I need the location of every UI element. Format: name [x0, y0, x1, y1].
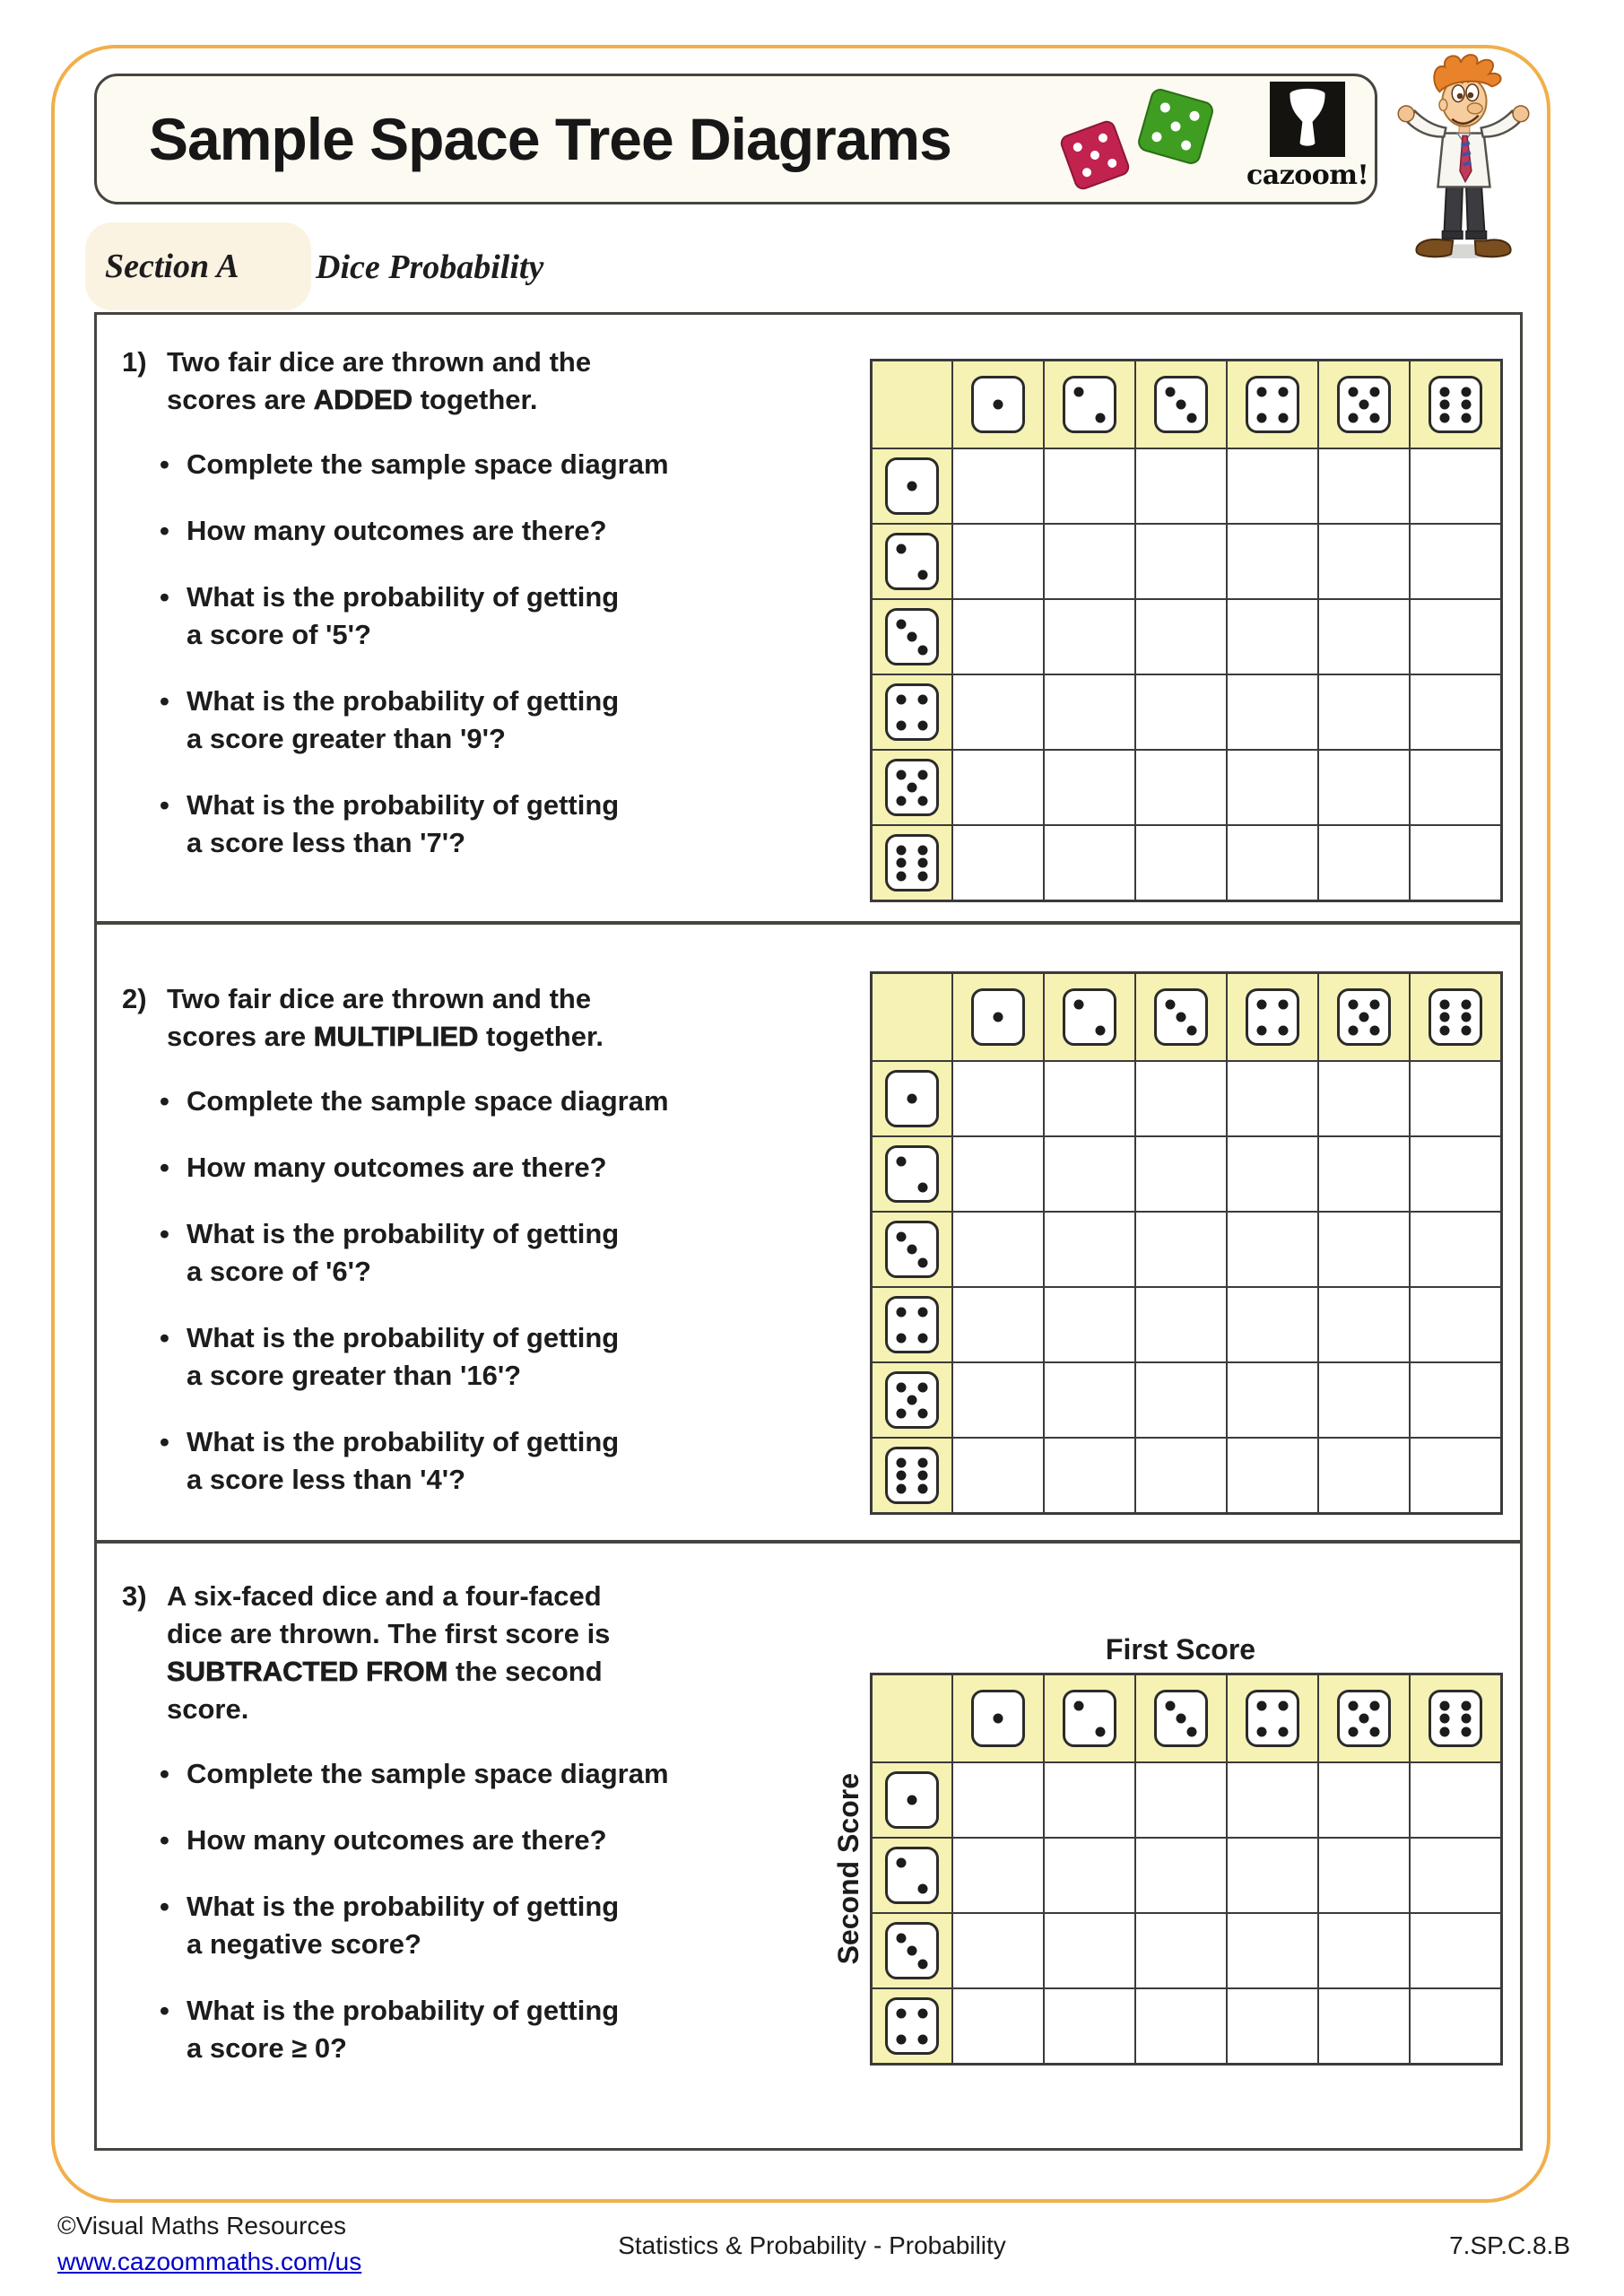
question-1-text — [122, 344, 714, 891]
row-header-die-4 — [872, 674, 953, 750]
footer-subject: Statistics & Probability - Probability — [618, 2231, 1006, 2259]
website-link[interactable]: www.cazoommaths.com/us — [57, 2248, 362, 2275]
row-header-die-6 — [872, 825, 953, 901]
answer-cell — [1318, 1762, 1410, 1838]
question-intro — [122, 344, 714, 419]
question-bullet: • How many outcomes are there? — [187, 1822, 675, 1859]
question-2-text — [122, 980, 714, 1527]
answer-cell — [1410, 1838, 1502, 1913]
column-header-die-2 — [1044, 973, 1135, 1062]
answer-cell — [1044, 448, 1135, 524]
question-3-text — [122, 1578, 714, 2096]
answer-cell — [1044, 1838, 1135, 1913]
answer-cell — [952, 1838, 1044, 1913]
die-face-3-icon — [885, 608, 939, 665]
answer-cell — [1318, 1212, 1410, 1287]
die-face-2-icon — [885, 1145, 939, 1203]
row-header-die-3 — [872, 1913, 953, 1988]
column-header-die-4 — [1227, 361, 1318, 449]
column-header-die-3 — [1135, 1674, 1227, 1763]
answer-cell — [952, 1287, 1044, 1362]
answer-cell — [1135, 599, 1227, 674]
answer-cell — [1135, 1212, 1227, 1287]
row-header-die-2 — [872, 1838, 953, 1913]
answer-cell — [1044, 1136, 1135, 1212]
question-intro — [122, 980, 714, 1056]
answer-cell — [1227, 1061, 1318, 1136]
die-face-2-icon — [885, 533, 939, 590]
answer-cell — [1318, 1438, 1410, 1514]
die-face-4-icon — [1246, 988, 1299, 1046]
answer-cell — [1227, 1838, 1318, 1913]
column-header-die-5 — [1318, 361, 1410, 449]
answer-cell — [1227, 750, 1318, 825]
answer-cell — [1410, 1988, 1502, 2065]
question-intro — [122, 1578, 714, 1728]
question-bullet: • How many outcomes are there? — [187, 512, 675, 550]
page-title: Sample Space Tree Diagrams — [149, 106, 951, 172]
die-face-3-icon — [885, 1221, 939, 1278]
answer-cell — [1410, 1913, 1502, 1988]
column-header-die-2 — [1044, 361, 1135, 449]
answer-cell — [1227, 1988, 1318, 2065]
answer-cell — [1410, 1438, 1502, 1514]
copyright-text: ©Visual Maths Resources — [57, 2212, 347, 2239]
question-bullet: • Complete the sample space diagram — [187, 1755, 675, 1793]
answer-cell — [1410, 825, 1502, 901]
answer-cell — [1227, 599, 1318, 674]
answer-cell — [1227, 1362, 1318, 1438]
answer-cell — [1044, 1438, 1135, 1514]
answer-cell — [952, 825, 1044, 901]
die-face-2-icon — [885, 1847, 939, 1904]
question-3 — [97, 1540, 1520, 2144]
sample-space-grid-3 — [827, 1633, 1503, 2066]
answer-cell — [1318, 524, 1410, 599]
question-bullet: • What is the probability of getting a score greater than '16'? — [187, 1319, 675, 1395]
answer-cell — [1318, 750, 1410, 825]
green-die-icon — [1137, 88, 1215, 166]
question-bullet: • What is the probability of getting a score less than '7'? — [187, 787, 675, 862]
answer-cell — [1318, 1061, 1410, 1136]
die-face-6-icon — [885, 834, 939, 891]
answer-cell — [1410, 1212, 1502, 1287]
die-face-5-icon — [885, 759, 939, 816]
answer-cell — [1044, 674, 1135, 750]
row-header-die-2 — [872, 1136, 953, 1212]
first-score-axis-label: First Score — [1105, 1633, 1256, 1665]
answer-cell — [1044, 524, 1135, 599]
row-header-die-4 — [872, 1988, 953, 2065]
question-bullet: • Complete the sample space diagram — [187, 446, 675, 483]
answer-cell — [952, 1061, 1044, 1136]
answer-cell — [1135, 1287, 1227, 1362]
answer-cell — [1410, 1136, 1502, 1212]
die-face-1-icon — [971, 376, 1025, 433]
column-header-die-6 — [1410, 1674, 1502, 1763]
answer-cell — [1044, 825, 1135, 901]
answer-cell — [1410, 524, 1502, 599]
die-face-2-icon — [1063, 988, 1116, 1046]
die-face-4-icon — [1246, 1690, 1299, 1747]
answer-cell — [1410, 750, 1502, 825]
column-header-die-4 — [1227, 1674, 1318, 1763]
answer-cell — [1135, 1988, 1227, 2065]
column-header-die-6 — [1410, 361, 1502, 449]
row-header-die-4 — [872, 1287, 953, 1362]
footer-standard-code: 7.SP.C.8.B — [1449, 2231, 1570, 2259]
answer-cell — [1410, 1362, 1502, 1438]
answer-cell — [1410, 448, 1502, 524]
answer-cell — [1318, 825, 1410, 901]
grid-corner-cell — [872, 973, 953, 1062]
row-header-die-5 — [872, 750, 953, 825]
sample-space-table — [870, 359, 1503, 902]
answer-cell — [952, 1438, 1044, 1514]
column-header-die-3 — [1135, 361, 1227, 449]
cazoom-logo-text: cazoom! — [1246, 160, 1369, 191]
section-label: Section A — [105, 248, 239, 285]
answer-cell — [1318, 448, 1410, 524]
answer-cell — [952, 1988, 1044, 2065]
die-face-4-icon — [885, 1296, 939, 1353]
column-header-die-1 — [952, 973, 1044, 1062]
answer-cell — [1227, 1136, 1318, 1212]
die-face-2-icon — [1063, 1690, 1116, 1747]
row-header-die-3 — [872, 599, 953, 674]
answer-cell — [1135, 1838, 1227, 1913]
row-header-die-1 — [872, 448, 953, 524]
red-die-icon — [1059, 119, 1130, 190]
column-header-die-3 — [1135, 973, 1227, 1062]
answer-cell — [1135, 825, 1227, 901]
answer-cell — [1044, 1287, 1135, 1362]
question-bullet: • What is the probability of getting a score greater than '9'? — [187, 683, 675, 758]
answer-cell — [1410, 1061, 1502, 1136]
answer-cell — [1135, 1061, 1227, 1136]
question-statement: Two fair dice are thrown and the scores are MULTIPLIED together. — [167, 983, 604, 1052]
answer-cell — [952, 1212, 1044, 1287]
dice-illustration — [1043, 76, 1231, 202]
question-number: 2) — [122, 983, 147, 1014]
answer-cell — [1044, 1362, 1135, 1438]
die-face-1-icon — [885, 1070, 939, 1127]
die-face-1-icon — [885, 457, 939, 515]
answer-cell — [952, 599, 1044, 674]
sample-space-table — [870, 971, 1503, 1515]
answer-cell — [1135, 1136, 1227, 1212]
row-header-die-6 — [872, 1438, 953, 1514]
section-topic: Dice Probability — [316, 248, 544, 286]
question-bullet: • What is the probability of getting a negative score? — [187, 1888, 675, 1963]
answer-cell — [1318, 1136, 1410, 1212]
second-score-axis-label: Second Score — [831, 1773, 864, 1965]
die-face-6-icon — [1429, 1690, 1482, 1747]
answer-cell — [1410, 599, 1502, 674]
cazoom-logo — [1246, 82, 1368, 191]
answer-cell — [952, 750, 1044, 825]
answer-cell — [1227, 674, 1318, 750]
question-statement: Two fair dice are thrown and the scores are ADDED together. — [167, 346, 592, 415]
die-face-5-icon — [1337, 1690, 1391, 1747]
sample-space-table — [870, 1673, 1503, 2066]
question-2 — [97, 921, 1520, 1540]
title-box — [94, 74, 1377, 204]
die-face-6-icon — [1429, 376, 1482, 433]
questions-panel — [94, 312, 1523, 2151]
column-header-die-1 — [952, 1674, 1044, 1763]
answer-cell — [1410, 1762, 1502, 1838]
answer-cell — [1318, 599, 1410, 674]
answer-cell — [952, 524, 1044, 599]
die-face-1-icon — [971, 988, 1025, 1046]
answer-cell — [1135, 1762, 1227, 1838]
question-bullet: • What is the probability of getting a score of '5'? — [187, 578, 675, 654]
answer-cell — [1318, 1913, 1410, 1988]
die-face-3-icon — [885, 1922, 939, 1979]
row-header-die-3 — [872, 1212, 953, 1287]
die-face-5-icon — [1337, 376, 1391, 433]
column-header-die-5 — [1318, 973, 1410, 1062]
answer-cell — [1227, 448, 1318, 524]
grid-corner-cell — [872, 361, 953, 449]
answer-cell — [1318, 674, 1410, 750]
answer-cell — [1227, 1438, 1318, 1514]
answer-cell — [1227, 1762, 1318, 1838]
grid-corner-cell — [872, 1674, 953, 1763]
answer-cell — [1135, 524, 1227, 599]
answer-cell — [1044, 599, 1135, 674]
question-bullet: • What is the probability of getting a score of '6'? — [187, 1215, 675, 1291]
answer-cell — [1135, 1438, 1227, 1514]
die-face-4-icon — [885, 683, 939, 741]
answer-cell — [1318, 1838, 1410, 1913]
answer-cell — [1227, 1913, 1318, 1988]
sample-space-grid-2 — [870, 971, 1503, 1515]
row-header-die-2 — [872, 524, 953, 599]
answer-cell — [1227, 1287, 1318, 1362]
column-header-die-6 — [1410, 973, 1502, 1062]
die-face-1-icon — [971, 1690, 1025, 1747]
row-header-die-5 — [872, 1362, 953, 1438]
answer-cell — [1044, 1988, 1135, 2065]
answer-cell — [1410, 674, 1502, 750]
cazoom-drum-icon — [1270, 82, 1345, 157]
section-label-chip — [85, 222, 311, 310]
mascot-character — [1388, 52, 1539, 264]
question-bullets — [160, 1083, 675, 1499]
sample-space-grid-1 — [870, 359, 1503, 902]
answer-cell — [1135, 1362, 1227, 1438]
answer-cell — [952, 674, 1044, 750]
answer-cell — [1227, 1212, 1318, 1287]
column-header-die-1 — [952, 361, 1044, 449]
question-bullet: • What is the probability of getting a score ≥ 0? — [187, 1992, 675, 2067]
answer-cell — [1135, 448, 1227, 524]
answer-cell — [952, 1762, 1044, 1838]
answer-cell — [1227, 825, 1318, 901]
column-header-die-2 — [1044, 1674, 1135, 1763]
answer-cell — [1044, 1212, 1135, 1287]
die-face-6-icon — [1429, 988, 1482, 1046]
die-face-3-icon — [1154, 1690, 1208, 1747]
die-face-2-icon — [1063, 376, 1116, 433]
answer-cell — [952, 1913, 1044, 1988]
die-face-3-icon — [1154, 988, 1208, 1046]
column-header-die-5 — [1318, 1674, 1410, 1763]
column-header-die-4 — [1227, 973, 1318, 1062]
answer-cell — [952, 448, 1044, 524]
die-face-5-icon — [885, 1371, 939, 1429]
question-bullet: • Complete the sample space diagram — [187, 1083, 675, 1120]
answer-cell — [952, 1362, 1044, 1438]
die-face-4-icon — [885, 1997, 939, 2055]
question-bullets — [160, 1755, 675, 2067]
die-face-3-icon — [1154, 376, 1208, 433]
answer-cell — [1135, 1913, 1227, 1988]
answer-cell — [1044, 1061, 1135, 1136]
answer-cell — [952, 1136, 1044, 1212]
die-face-5-icon — [1337, 988, 1391, 1046]
answer-cell — [1318, 1362, 1410, 1438]
die-face-6-icon — [885, 1447, 939, 1504]
die-face-1-icon — [885, 1771, 939, 1829]
answer-cell — [1135, 674, 1227, 750]
answer-cell — [1227, 524, 1318, 599]
die-face-4-icon — [1246, 376, 1299, 433]
question-bullet: • How many outcomes are there? — [187, 1149, 675, 1187]
question-bullet: • What is the probability of getting a score less than '4'? — [187, 1423, 675, 1499]
question-statement: A six-faced dice and a four-faced dice are thrown. The first score is SUBTRACTED FROM the second score. — [167, 1580, 611, 1725]
row-header-die-1 — [872, 1061, 953, 1136]
question-bullets — [160, 446, 675, 862]
question-number: 3) — [122, 1580, 147, 1612]
answer-cell — [1410, 1287, 1502, 1362]
answer-cell — [1044, 750, 1135, 825]
answer-cell — [1135, 750, 1227, 825]
answer-cell — [1318, 1287, 1410, 1362]
answer-cell — [1044, 1913, 1135, 1988]
answer-cell — [1044, 1762, 1135, 1838]
question-number: 1) — [122, 346, 147, 378]
answer-cell — [1318, 1988, 1410, 2065]
question-1 — [97, 315, 1520, 921]
row-header-die-1 — [872, 1762, 953, 1838]
